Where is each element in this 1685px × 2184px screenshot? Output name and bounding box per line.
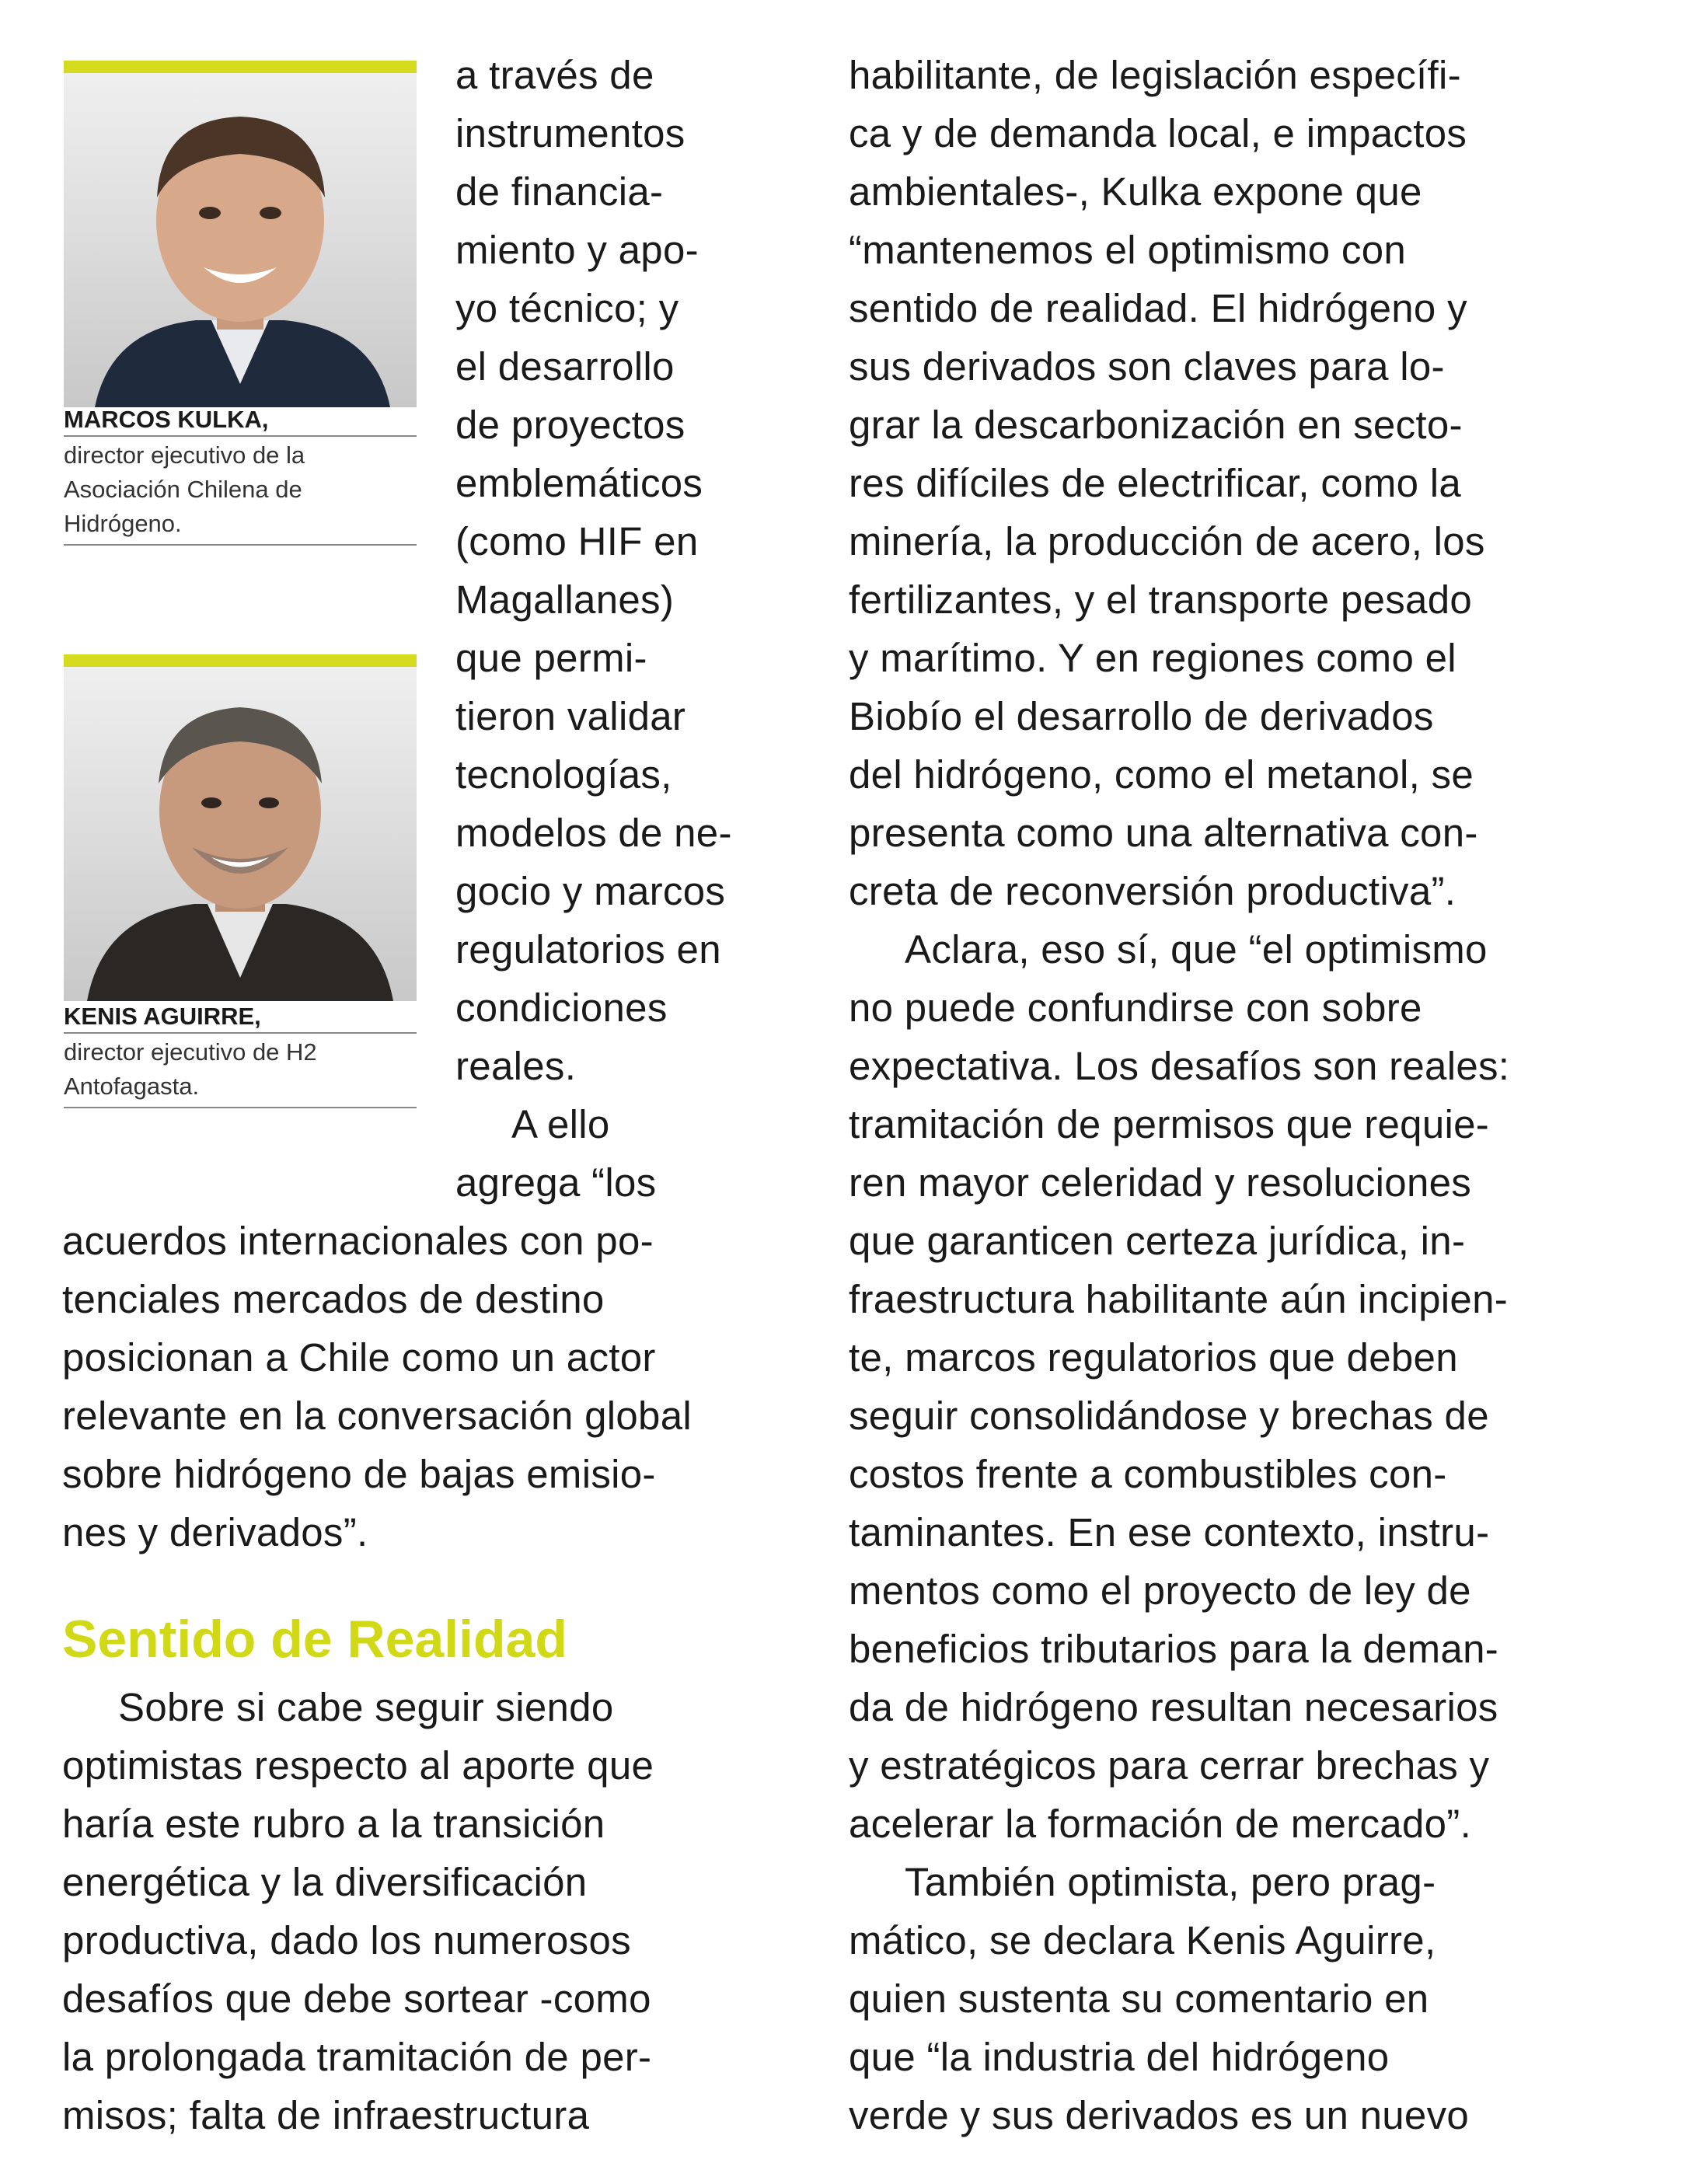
body-line: relevante en la conversación global (62, 1394, 692, 1438)
body-line: creta de reconversión productiva”. (849, 869, 1456, 913)
body-line: posicionan a Chile como un actor (62, 1335, 656, 1380)
body-line: ren mayor celeridad y resoluciones (849, 1160, 1472, 1205)
body-line: a través de (455, 53, 654, 97)
body-line: nes y derivados”. (62, 1510, 368, 1554)
body-line: presenta como una alternativa con- (849, 811, 1478, 855)
body-line: También optimista, pero prag- (905, 1860, 1436, 1904)
body-line: fertilizantes, y el transporte pesado (849, 577, 1473, 622)
body-line: productiva, dado los numerosos (62, 1918, 631, 1962)
body-line: mático, se declara Kenis Aguirre, (849, 1918, 1436, 1962)
body-line: fraestructura habilitante aún incipien- (849, 1277, 1509, 1321)
body-line: res difíciles de electrificar, como la (849, 461, 1462, 505)
body-line: instrumentos (455, 111, 686, 155)
body-line: grar la descarbonización en secto- (849, 403, 1463, 447)
body-line: de proyectos (455, 403, 686, 447)
body-line: modelos de ne- (455, 811, 732, 855)
body-line: misos; falta de infraestructura (62, 2093, 590, 2137)
body-line: no puede confundirse con sobre (849, 986, 1422, 1030)
body-line: Magallanes) (455, 577, 675, 622)
body-line: beneficios tributarios para la deman- (849, 1627, 1499, 1671)
body-line: regulatorios en (455, 927, 721, 972)
body-line: miento y apo- (455, 228, 699, 272)
portrait-illustration (64, 73, 417, 407)
body-line: expectativa. Los desafíos son reales: (849, 1044, 1510, 1088)
body-line: (como HIF en (455, 519, 699, 563)
body-line: “mantenemos el optimismo con (849, 228, 1407, 272)
body-line: ca y de demanda local, e impactos (849, 111, 1467, 155)
portrait-kenis-aguirre (64, 654, 417, 1001)
body-line: la prolongada tramitación de per- (62, 2035, 652, 2079)
body-line: energética y la diversificación (62, 1860, 588, 1904)
section-heading: Sentido de Realidad (62, 1610, 567, 1669)
body-line: tramitación de permisos que requie- (849, 1102, 1490, 1146)
body-line: te, marcos regulatorios que deben (849, 1335, 1458, 1380)
body-line: tenciales mercados de destino (62, 1277, 605, 1321)
body-line: costos frente a combustibles con- (849, 1452, 1447, 1496)
body-line: da de hidrógeno resultan necesarios (849, 1685, 1498, 1729)
body-line: Aclara, eso sí, que “el optimismo (905, 927, 1488, 972)
body-line: tieron validar (455, 694, 686, 738)
body-line: minería, la producción de acero, los (849, 519, 1485, 563)
body-line: condiciones (455, 986, 668, 1030)
body-line: el desarrollo (455, 344, 675, 389)
body-line: agrega “los (455, 1160, 657, 1205)
profile-name: MARCOS KULKA, (64, 404, 417, 437)
body-line: ambientales-, Kulka expone que (849, 169, 1422, 214)
body-line: optimistas respecto al aporte que (62, 1743, 654, 1788)
body-line: tecnologías, (455, 752, 672, 797)
profile-role-line: Antofagasta. (64, 1073, 200, 1100)
body-line: habilitante, de legislación específi- (849, 53, 1461, 97)
body-line: acuerdos internacionales con po- (62, 1219, 654, 1263)
body-line: que “la industria del hidrógeno (849, 2035, 1390, 2079)
profile-role (64, 1035, 417, 1108)
profile-role (64, 438, 417, 546)
profile-name: KENIS AGUIRRE, (64, 1001, 417, 1034)
body-line: gocio y marcos (455, 869, 726, 913)
body-line: emblemáticos (455, 461, 703, 505)
body-line: que garanticen certeza jurídica, in- (849, 1219, 1466, 1263)
body-line: y marítimo. Y en regiones como el (849, 636, 1456, 680)
body-line: desafíos que debe sortear -como (62, 1976, 651, 2021)
profile-role-line: director ejecutivo de H2 (64, 1038, 317, 1066)
body-line: haría este rubro a la transición (62, 1802, 605, 1846)
body-line: del hidrógeno, como el metanol, se (849, 752, 1474, 797)
body-line: seguir consolidándose y brechas de (849, 1394, 1489, 1438)
body-line: verde y sus derivados es un nuevo (849, 2093, 1470, 2137)
body-line: acelerar la formación de mercado”. (849, 1802, 1472, 1846)
profile-role-line: Hidrógeno. (64, 510, 182, 537)
body-line: sus derivados son claves para lo- (849, 344, 1445, 389)
body-line: A ello (511, 1102, 610, 1146)
portrait-illustration (64, 667, 417, 1001)
profile-role-line: Asociación Chilena de (64, 476, 302, 503)
body-line: taminantes. En ese contexto, instru- (849, 1510, 1490, 1554)
body-line: quien sustenta su comentario en (849, 1976, 1429, 2021)
body-line: mentos como el proyecto de ley de (849, 1568, 1471, 1613)
portrait-marcos-kulka (64, 61, 417, 407)
body-line: de financia- (455, 169, 664, 214)
body-line: y estratégicos para cerrar brechas y (849, 1743, 1490, 1788)
body-line: sentido de realidad. El hidrógeno y (849, 286, 1467, 330)
body-line: Sobre si cabe seguir siendo (118, 1685, 614, 1729)
body-line: sobre hidrógeno de bajas emisio- (62, 1452, 656, 1496)
body-line: Biobío el desarrollo de derivados (849, 694, 1434, 738)
body-line: reales. (455, 1044, 577, 1088)
body-line: que permi- (455, 636, 647, 680)
body-line: yo técnico; y (455, 286, 679, 330)
profile-role-line: director ejecutivo de la (64, 441, 305, 469)
